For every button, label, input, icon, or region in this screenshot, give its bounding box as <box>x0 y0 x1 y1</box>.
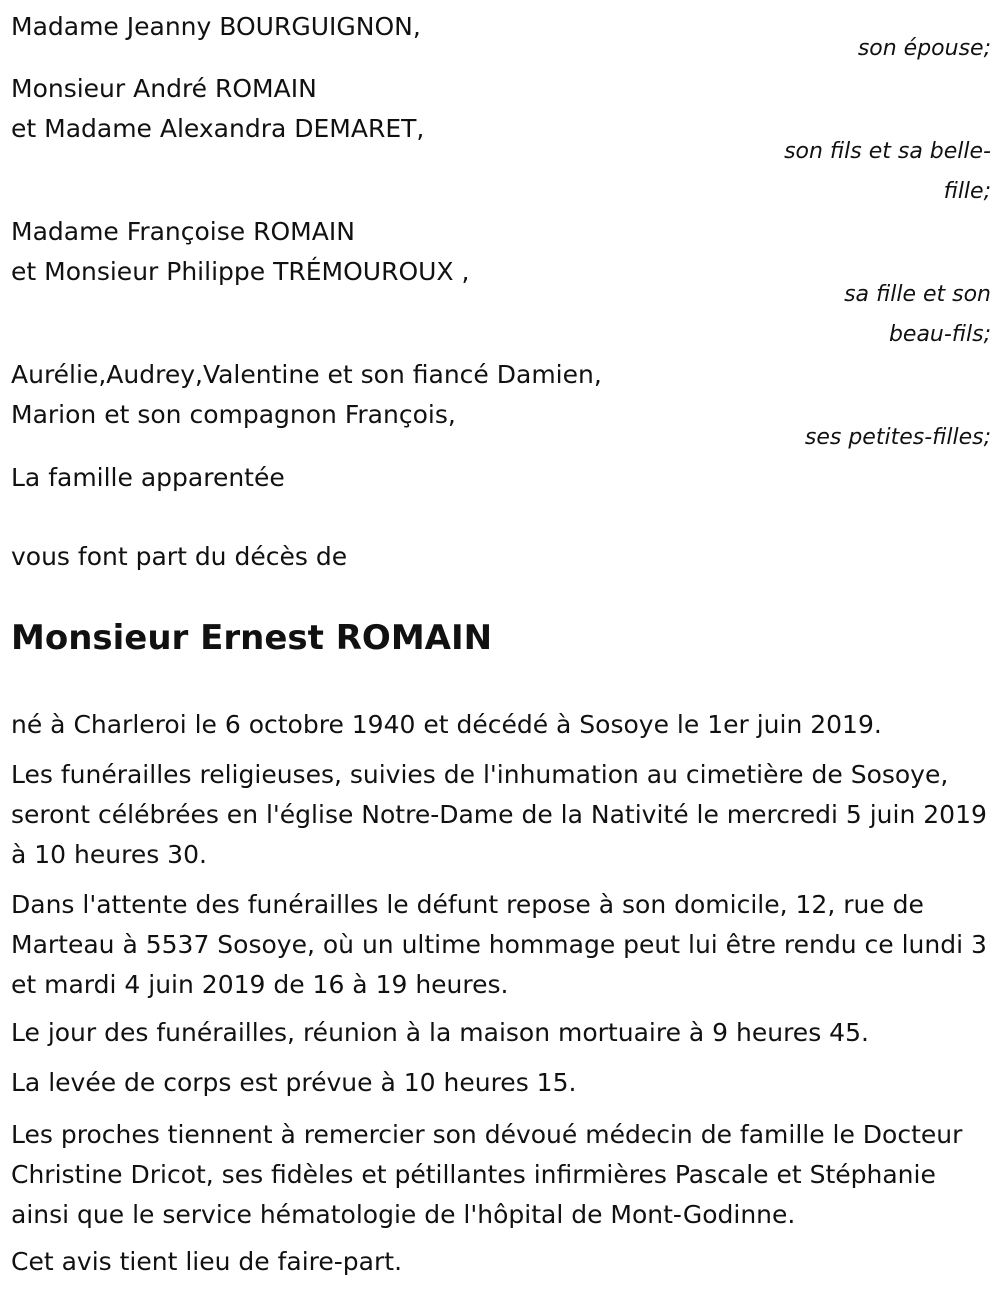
deceased-name: Monsieur Ernest ROMAIN <box>11 618 493 658</box>
family-name-line: Madame Françoise ROMAIN <box>11 217 355 246</box>
family-name-line: Monsieur André ROMAIN <box>11 74 317 103</box>
family-role: son fils et sa belle- <box>784 139 991 164</box>
departure-paragraph: La levée de corps est prévue à 10 heures 15. <box>11 1068 577 1097</box>
family-role: beau-fils; <box>888 322 991 347</box>
family-name-line: et Madame Alexandra DEMARET, <box>11 114 425 143</box>
family-name-line: Marion et son compagnon François, <box>11 400 456 429</box>
family-role: fille; <box>943 179 991 204</box>
funeral-paragraph: Les funérailles religieuses, suivies de l'inhumation au cimetière de Sosoye, seront célébrées en l'église Notre-Dame de la Nativité le mercredi 5 juin 2019 à 10 heures 30. <box>11 760 987 869</box>
viewing-paragraph: Dans l'attente des funérailles le défunt repose à son domicile, 12, rue de Marteau à 5537 Sosoye, où un ultime hommage peut lui être rendu ce lundi 3 et mardi 4 juin 2019 de 16 à 19 heures. <box>11 890 987 999</box>
family-name-line: La famille apparentée <box>11 463 285 492</box>
family-role: ses petites-filles; <box>804 425 991 450</box>
family-name-line: Madame Jeanny BOURGUIGNON, <box>11 12 421 41</box>
family-role: son épouse; <box>857 36 991 61</box>
announcement-text: vous font part du décès de <box>11 542 348 571</box>
closing-paragraph: Cet avis tient lieu de faire-part. <box>11 1247 403 1276</box>
thanks-paragraph: Les proches tiennent à remercier son dévoué médecin de famille le Docteur Christine Dricot, ses fidèles et pétillantes infirmières Pascale et Stéphanie ainsi que le service hématologie de l'hôpital de Mont-Godinne. <box>11 1120 963 1229</box>
birth-death-paragraph: né à Charleroi le 6 octobre 1940 et décédé à Sosoye le 1er juin 2019. <box>11 710 882 739</box>
family-name-line: Aurélie,Audrey,Valentine et son fiancé Damien, <box>11 360 602 389</box>
family-role: sa fille et son <box>844 282 991 307</box>
family-name-line: et Monsieur Philippe TRÉMOUROUX , <box>11 257 470 286</box>
gathering-paragraph: Le jour des funérailles, réunion à la maison mortuaire à 9 heures 45. <box>11 1018 869 1047</box>
